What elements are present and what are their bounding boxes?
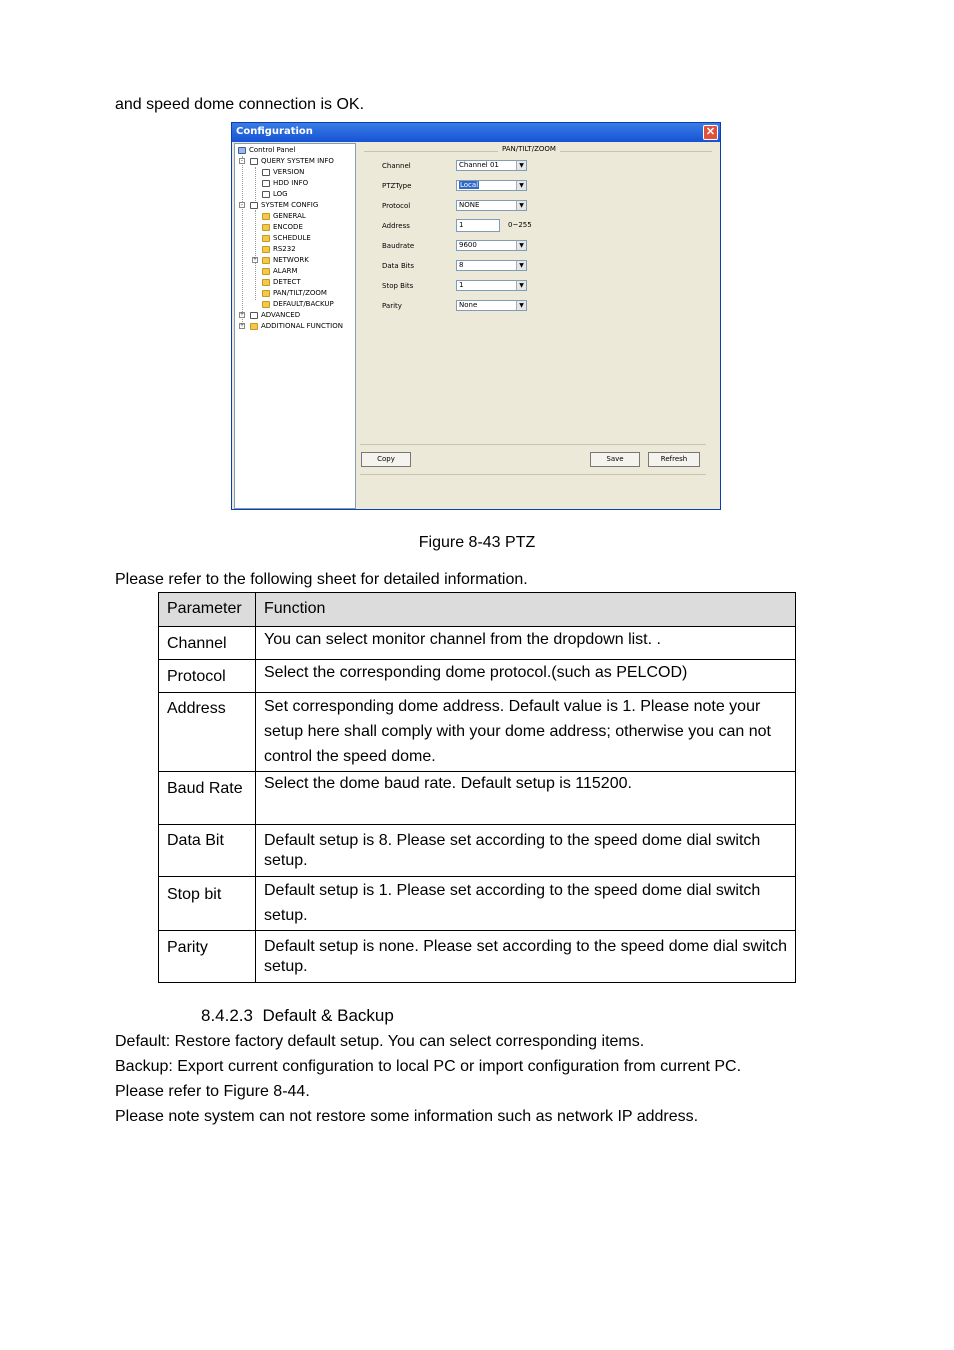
tree-item-log[interactable]: LOG <box>262 190 288 199</box>
parity-label: Parity <box>382 302 402 310</box>
function-cell: Select the dome baud rate. Default setup is 115200. <box>256 772 796 825</box>
protocol-label: Protocol <box>382 202 411 210</box>
function-cell: Default setup is 1. Please set according to the speed dome dial switch setup. <box>256 877 796 931</box>
folder-icon <box>262 246 270 253</box>
baudrate-label: Baudrate <box>382 242 415 250</box>
stopbits-label: Stop Bits <box>382 282 414 290</box>
folder-icon <box>262 301 270 308</box>
folder-icon <box>262 235 270 242</box>
param-cell: Protocol <box>159 660 256 693</box>
tree-item-general[interactable]: GENERAL <box>262 212 306 221</box>
parameter-table <box>158 592 796 983</box>
table-row <box>159 627 796 660</box>
close-icon[interactable]: ✕ <box>703 125 718 140</box>
function-cell: Set corresponding dome address. Default value is 1. Please note your setup here shall comply with your dome address; otherwise you can not control the speed dome. <box>256 693 796 772</box>
chevron-down-icon: ▼ <box>516 181 526 190</box>
document-icon <box>262 180 270 187</box>
document-icon <box>262 169 270 176</box>
tools-icon <box>250 312 258 319</box>
document-icon <box>262 191 270 198</box>
table-intro: Please refer to the following sheet for detailed information. <box>115 571 528 588</box>
tree-item-hdd-info[interactable]: HDD INFO <box>262 179 308 188</box>
folder-icon <box>262 290 270 297</box>
param-cell: Address <box>159 693 256 772</box>
param-cell: Data Bit <box>159 825 256 877</box>
table-row <box>159 877 796 931</box>
table-row <box>159 693 796 772</box>
address-input[interactable]: 1 <box>456 219 500 232</box>
tree-item-query-system-info[interactable]: QUERY SYSTEM INFO <box>250 157 334 166</box>
param-cell: Stop bit <box>159 877 256 931</box>
save-button[interactable]: Save <box>590 452 640 467</box>
tree-item-schedule[interactable]: SCHEDULE <box>262 234 311 243</box>
tree-item-detect[interactable]: DETECT <box>262 278 301 287</box>
function-cell: Default setup is 8. Please set according to the speed dome dial switch setup. <box>256 825 796 877</box>
folder-icon <box>262 268 270 275</box>
function-cell: Select the corresponding dome protocol.(such as PELCOD) <box>256 660 796 693</box>
refresh-button[interactable]: Refresh <box>648 452 700 467</box>
tree-item-system-config[interactable]: SYSTEM CONFIG <box>250 201 318 210</box>
chevron-down-icon: ▼ <box>516 281 526 290</box>
address-range: 0~255 <box>508 221 532 229</box>
chevron-down-icon: ▼ <box>516 301 526 310</box>
tree-item-pan-tilt-zoom[interactable]: PAN/TILT/ZOOM <box>262 289 327 298</box>
parity-select[interactable]: None ▼ <box>456 300 527 311</box>
header-function: Function <box>256 593 796 627</box>
databits-select[interactable]: 8 ▼ <box>456 260 527 271</box>
collapse-icon[interactable]: - <box>241 202 243 208</box>
function-cell: Default setup is none. Please set according to the speed dome dial switch setup. <box>256 931 796 983</box>
folder-icon <box>262 224 270 231</box>
tree-item-network[interactable]: NETWORK <box>262 256 309 265</box>
tree-item-control-panel[interactable]: Control Panel <box>238 146 295 155</box>
chevron-down-icon: ▼ <box>516 241 526 250</box>
folder-icon <box>250 323 258 330</box>
window-titlebar <box>232 123 720 142</box>
folder-icon <box>262 279 270 286</box>
table-row <box>159 931 796 983</box>
param-cell: Parity <box>159 931 256 983</box>
expand-icon[interactable]: + <box>240 312 244 318</box>
tree-item-default-backup[interactable]: DEFAULT/BACKUP <box>262 300 334 309</box>
address-label: Address <box>382 222 410 230</box>
table-header-row <box>159 593 796 627</box>
tree-item-encode[interactable]: ENCODE <box>262 223 303 232</box>
tree-item-additional-function[interactable]: ADDITIONAL FUNCTION <box>250 322 343 331</box>
table-row <box>159 772 796 825</box>
chevron-down-icon: ▼ <box>516 201 526 210</box>
tree-item-version[interactable]: VERSION <box>262 168 304 177</box>
function-cell: You can select monitor channel from the dropdown list. . <box>256 627 796 660</box>
copy-button[interactable]: Copy <box>361 452 411 467</box>
window-title: Configuration <box>236 126 313 137</box>
section-heading: 8.4.2.3 Default & Backup <box>201 1006 394 1025</box>
databits-label: Data Bits <box>382 262 415 270</box>
chevron-down-icon: ▼ <box>516 261 526 270</box>
baudrate-select[interactable]: 9600 ▼ <box>456 240 527 251</box>
tree-item-rs232[interactable]: RS232 <box>262 245 296 254</box>
folder-icon <box>262 213 270 220</box>
section-line: Backup: Export current configuration to local PC or import configuration from current PC. <box>115 1058 742 1075</box>
tree-item-advanced[interactable]: ADVANCED <box>250 311 300 320</box>
document-icon <box>250 158 258 165</box>
configuration-window <box>231 122 721 510</box>
folder-icon <box>262 257 270 264</box>
ptz-settings-panel <box>358 143 720 509</box>
ptztype-label: PTZType <box>382 182 412 190</box>
chevron-down-icon: ▼ <box>516 161 526 170</box>
figure-caption: Figure 8-43 PTZ <box>418 534 536 551</box>
channel-label: Channel <box>382 162 411 170</box>
expand-icon[interactable]: + <box>240 323 244 329</box>
table-row <box>159 825 796 877</box>
table-row <box>159 660 796 693</box>
section-line: Default: Restore factory default setup. You can select corresponding items. <box>115 1033 645 1050</box>
intro-text: and speed dome connection is OK. <box>115 96 365 113</box>
channel-select[interactable]: Channel 01 ▼ <box>456 160 527 171</box>
param-cell: Channel <box>159 627 256 660</box>
expand-icon[interactable]: + <box>253 257 257 263</box>
header-parameter: Parameter <box>159 593 256 627</box>
tree-item-alarm[interactable]: ALARM <box>262 267 298 276</box>
config-tree <box>234 143 356 509</box>
ptztype-select[interactable]: Local ▼ <box>456 180 527 191</box>
stopbits-select[interactable]: 1 ▼ <box>456 280 527 291</box>
section-line: Please refer to Figure 8-44. <box>115 1083 310 1100</box>
collapse-icon[interactable]: - <box>241 158 243 164</box>
computer-icon <box>238 147 246 154</box>
protocol-select[interactable]: NONE ▼ <box>456 200 527 211</box>
section-line: Please note system can not restore some information such as network IP address. <box>115 1108 699 1125</box>
tools-icon <box>250 202 258 209</box>
group-title: PAN/TILT/ZOOM <box>498 145 560 153</box>
param-cell: Baud Rate <box>159 772 256 825</box>
